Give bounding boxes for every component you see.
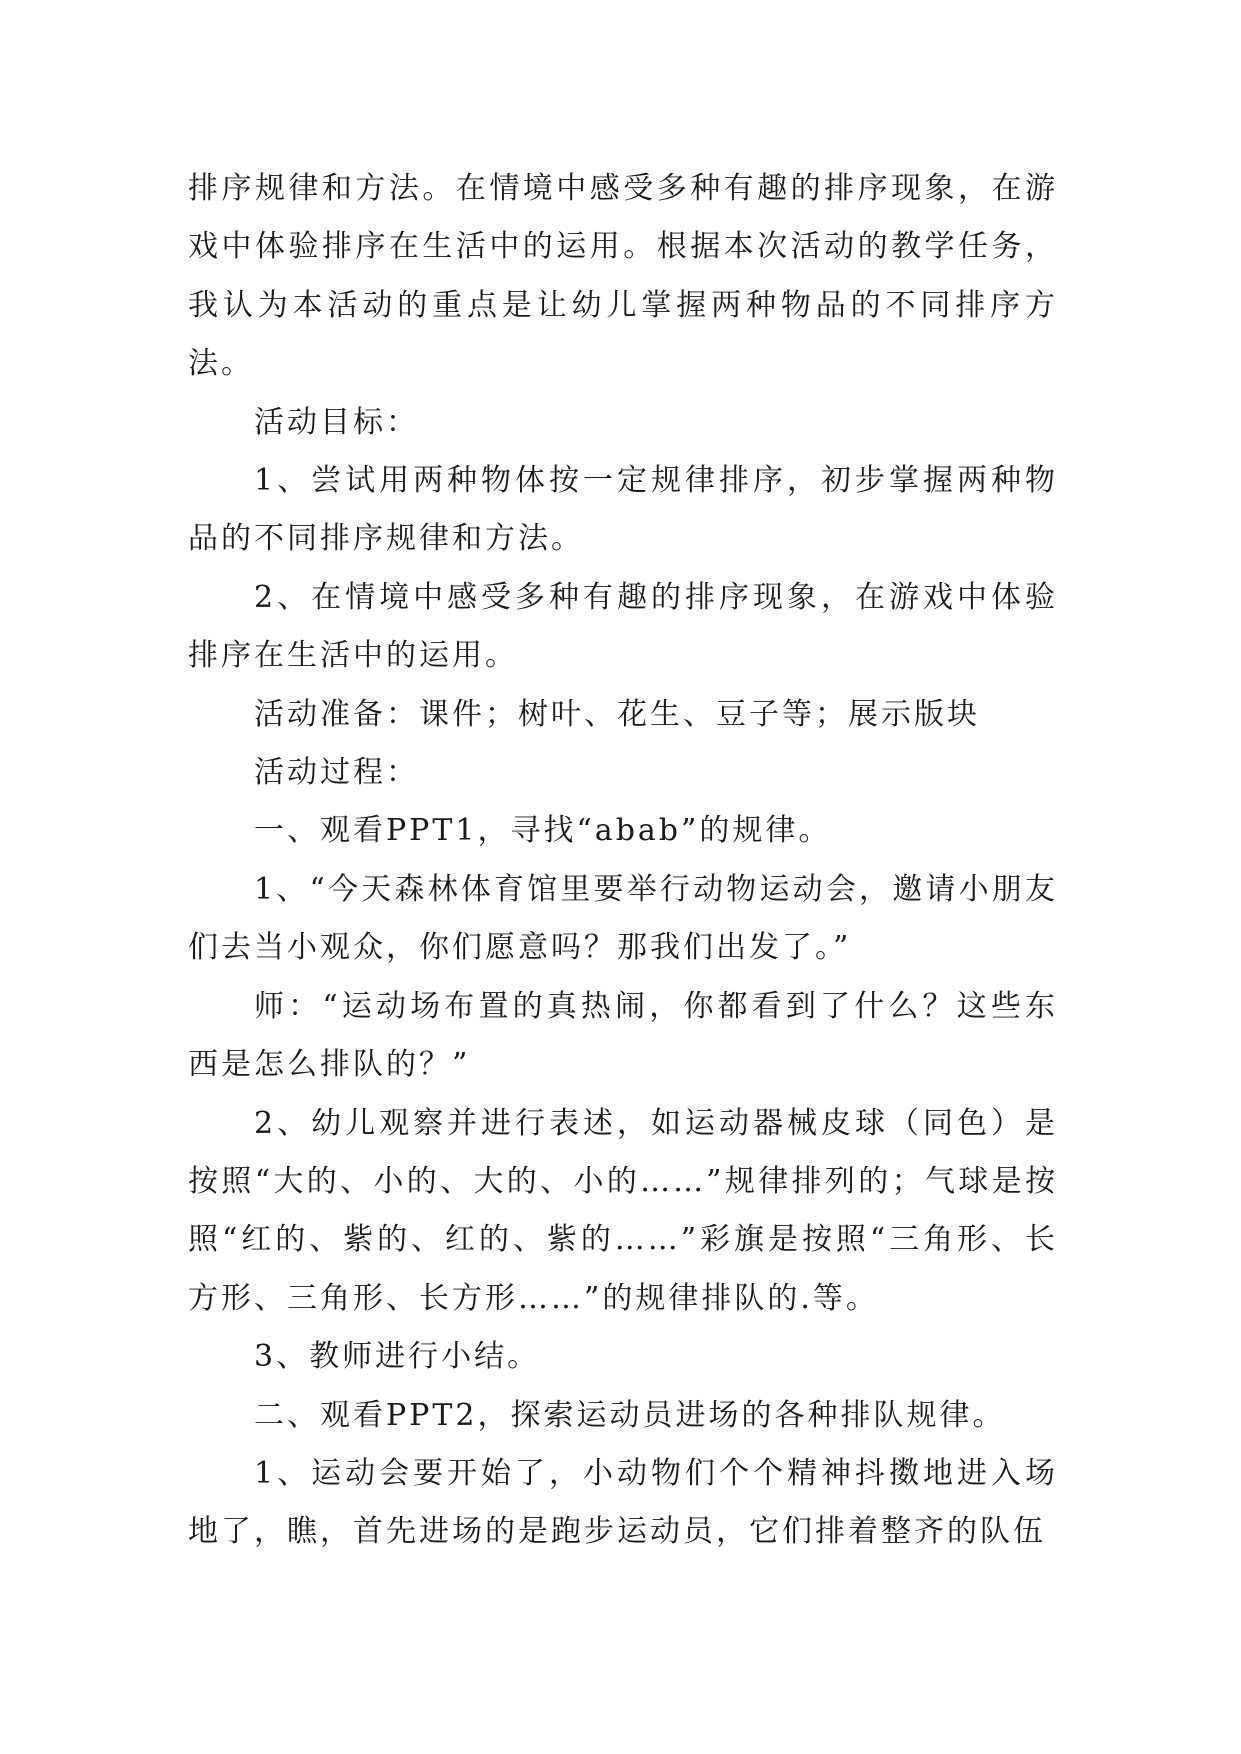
paragraph-step-1-1: 1、“今天森林体育馆里要举行动物运动会，邀请小朋友们去当小观众，你们愿意吗？那我们出发了。” <box>188 871 1058 966</box>
paragraph-step-1-3: 3、教师进行小结。 <box>254 1339 541 1375</box>
paragraph-goal-2: 2、在情境中感受多种有趣的排序现象，在游戏中体验排序在生活中的运用。 <box>188 579 1058 674</box>
document-body <box>188 160 1058 1562</box>
paragraph-process-heading: 活动过程： <box>254 755 419 791</box>
paragraph-step-1-2: 2、幼儿观察并进行表述，如运动器械皮球（同色）是按照“大的、小的、大的、小的……”规律排列的；气球是按照“红的、紫的、红的、紫的……”彩旗是按照“三角形、长方形、三角形、长方形……”的规律排队的.等。 <box>188 1105 1058 1316</box>
paragraph-teacher-question: 师：“运动场布置的真热闹，你都看到了什么？这些东西是怎么排队的？” <box>188 988 1058 1083</box>
paragraph-goal-1: 1、尝试用两种物体按一定规律排序，初步掌握两种物品的不同排序规律和方法。 <box>188 463 1058 557</box>
paragraph-sorting-intro: 排序规律和方法。在情境中感受多种有趣的排序现象，在游戏中体验排序在生活中的运用。根据本次活动的教学任务，我认为本活动的重点是让幼儿掌握两种物品的不同排序方法。 <box>188 171 1058 382</box>
paragraph-section-2: 二、观看PPT2，探索运动员进场的各种排队规律。 <box>254 1397 1006 1433</box>
paragraph-goals-heading: 活动目标： <box>254 404 419 440</box>
paragraph-step-2-1: 1、运动会要开始了，小动物们个个精神抖擞地进入场地了，瞧，首先进场的是跑步运动员，它们排着整齐的队伍 <box>188 1455 1058 1550</box>
paragraph-preparation: 活动准备：课件；树叶、花生、豆子等；展示版块 <box>254 696 980 732</box>
paragraph-section-1: 一、观看PPT1，寻找“abab”的规律。 <box>254 813 832 849</box>
